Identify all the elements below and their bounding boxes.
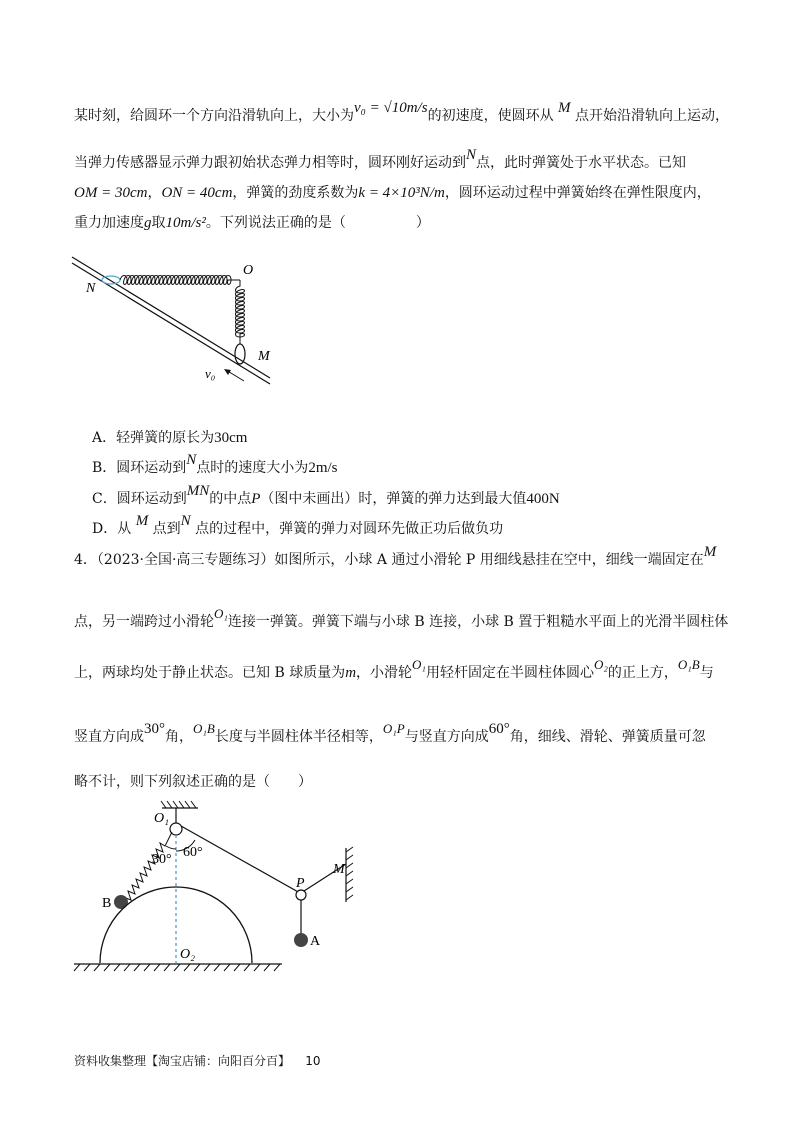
label-B: B: [102, 896, 112, 911]
page-number: 10: [305, 1054, 321, 1068]
option-d-text: 点到: [152, 521, 181, 537]
q3-ON-value: ON = 40cm: [161, 185, 233, 201]
option-d-text: 点的过程中，弹簧的弹力对圆环先做正功后做负功: [195, 521, 504, 537]
ball-A: [294, 933, 308, 947]
label-O2: O₂: [180, 947, 195, 962]
option-a-value: 30cm: [214, 430, 248, 446]
pulley-P: [296, 890, 306, 900]
q4-text: 点，另一端跨过小滑轮: [74, 614, 214, 630]
q4-symbol-O1: O₁: [412, 657, 426, 672]
label-N: N: [86, 281, 96, 296]
option-d-symbol-N: N: [180, 513, 191, 529]
q3-k-value: k = 4×10³N/m: [358, 185, 445, 201]
q3-text: ，弹簧的劲度系数为: [232, 185, 359, 201]
option-c-text: C．圆环运动到: [92, 491, 187, 507]
option-c-value: 400N: [526, 491, 560, 507]
q3-text: ，: [147, 185, 162, 201]
option-b-value: 2m/s: [308, 460, 338, 476]
q4-symbol-O1: O₁: [214, 606, 228, 621]
q4-text: 4．（2023·全国·高三专题练习）如图所示，小球 A 通过小滑轮 P 用细线悬挂在空中，细线一端固定在: [74, 552, 704, 568]
option-d-text: D．从: [92, 521, 132, 537]
q3-symbol-g: g: [144, 215, 152, 231]
q3-text: 某时刻，给圆环一个方向沿滑轨向上，大小为: [74, 108, 354, 124]
option-b-text: 点时的速度大小为: [196, 460, 309, 476]
q3-text: 点开始沿滑轨向上运动，: [574, 108, 729, 124]
wall-hatching: [346, 847, 353, 900]
q3-v0-formula: v₀ = √10m/s: [354, 100, 428, 116]
page-footer: [74, 1052, 321, 1069]
q4-symbol-O1B: O₁B: [677, 657, 700, 672]
q3-OM-value: OM = 30cm: [74, 185, 148, 201]
label-v0: v₀: [205, 366, 216, 381]
label-angle-60: 60°: [183, 845, 203, 860]
option-d-symbol-M: M: [135, 513, 149, 529]
option-a-text: A．轻弹簧的原长为: [92, 430, 215, 446]
option-c-text: （图中未画出）时，弹簧的弹力达到最大值: [260, 491, 527, 507]
q4-symbol-O1P: O₁P: [382, 721, 405, 736]
label-M: M: [258, 349, 270, 364]
option-c-symbol-P: P: [251, 491, 261, 507]
q4-text: 与: [699, 665, 714, 681]
q3-text: 当弹力传感器显示弹力跟初始状态弹力相等时，圆环刚好运动到: [74, 155, 466, 171]
q4-text: 与竖直方向成: [404, 729, 489, 745]
q3-g-value: 10m/s²: [165, 215, 206, 231]
label-M: M: [333, 862, 345, 877]
ball-B: [114, 895, 128, 909]
q4-symbol-M: M: [703, 544, 717, 560]
q4-text: 的正上方，: [607, 665, 678, 681]
q4-text: 略不计，则下列叙述正确的是（ ）: [74, 774, 312, 790]
label-P: P: [296, 876, 305, 891]
q4-text: ，小滑轮: [356, 665, 413, 681]
q3-text: 重力加速度: [74, 215, 144, 231]
label-O: O: [243, 263, 254, 278]
q4-text: 用轻杆固定在半圆柱体圆心: [425, 665, 594, 681]
q3-text: 。下列说法正确的是（ ）: [205, 215, 430, 231]
q4-text: 竖直方向成: [74, 729, 144, 745]
label-O1: O₁: [154, 811, 169, 826]
q4-text: 角，细线、滑轮、弹簧质量可忽: [509, 729, 706, 745]
q3-text: 取: [151, 215, 166, 231]
option-b-text: B．圆环运动到: [92, 460, 187, 476]
ceiling-hatching: [161, 801, 196, 808]
q4-text: 角，: [165, 729, 193, 745]
q3-text: 点，此时弹簧处于水平状态。已知: [476, 155, 687, 171]
q4-symbol-O2: O₂: [593, 657, 608, 672]
q3-symbol-M: M: [558, 100, 571, 116]
q4-text: 上，两球均处于静止状态。已知 B 球质量为: [74, 665, 346, 681]
q3-text: 的初速度，使圆环从: [427, 108, 554, 124]
q4-angle-30: 30°: [144, 721, 165, 737]
option-c-text: 的中点: [209, 491, 252, 507]
q4-symbol-m: m: [345, 665, 357, 681]
q4-angle-60: 60°: [488, 721, 510, 737]
footer-text: 资料收集整理【淘宝店铺：向阳百分百】: [74, 1054, 291, 1068]
q3-symbol-N: N: [466, 147, 477, 163]
ground-hatching: [74, 964, 280, 971]
q4-text: 长度与半圆柱体半径相等，: [214, 729, 383, 745]
option-c-symbol-MN: MN: [186, 483, 210, 499]
q4-symbol-O1B: O₁B: [193, 721, 215, 736]
angle-arc-30: [166, 846, 176, 849]
label-A: A: [310, 934, 321, 949]
option-b-symbol-N: N: [186, 452, 197, 468]
q4-text: 连接一弹簧。弹簧下端与小球 B 连接，小球 B 置于粗糙水平面上的光滑半圆柱体: [227, 614, 729, 630]
q3-text: ，圆环运动过程中弹簧始终在弹性限度内，: [444, 185, 711, 201]
label-angle-30: 30°: [152, 852, 172, 867]
